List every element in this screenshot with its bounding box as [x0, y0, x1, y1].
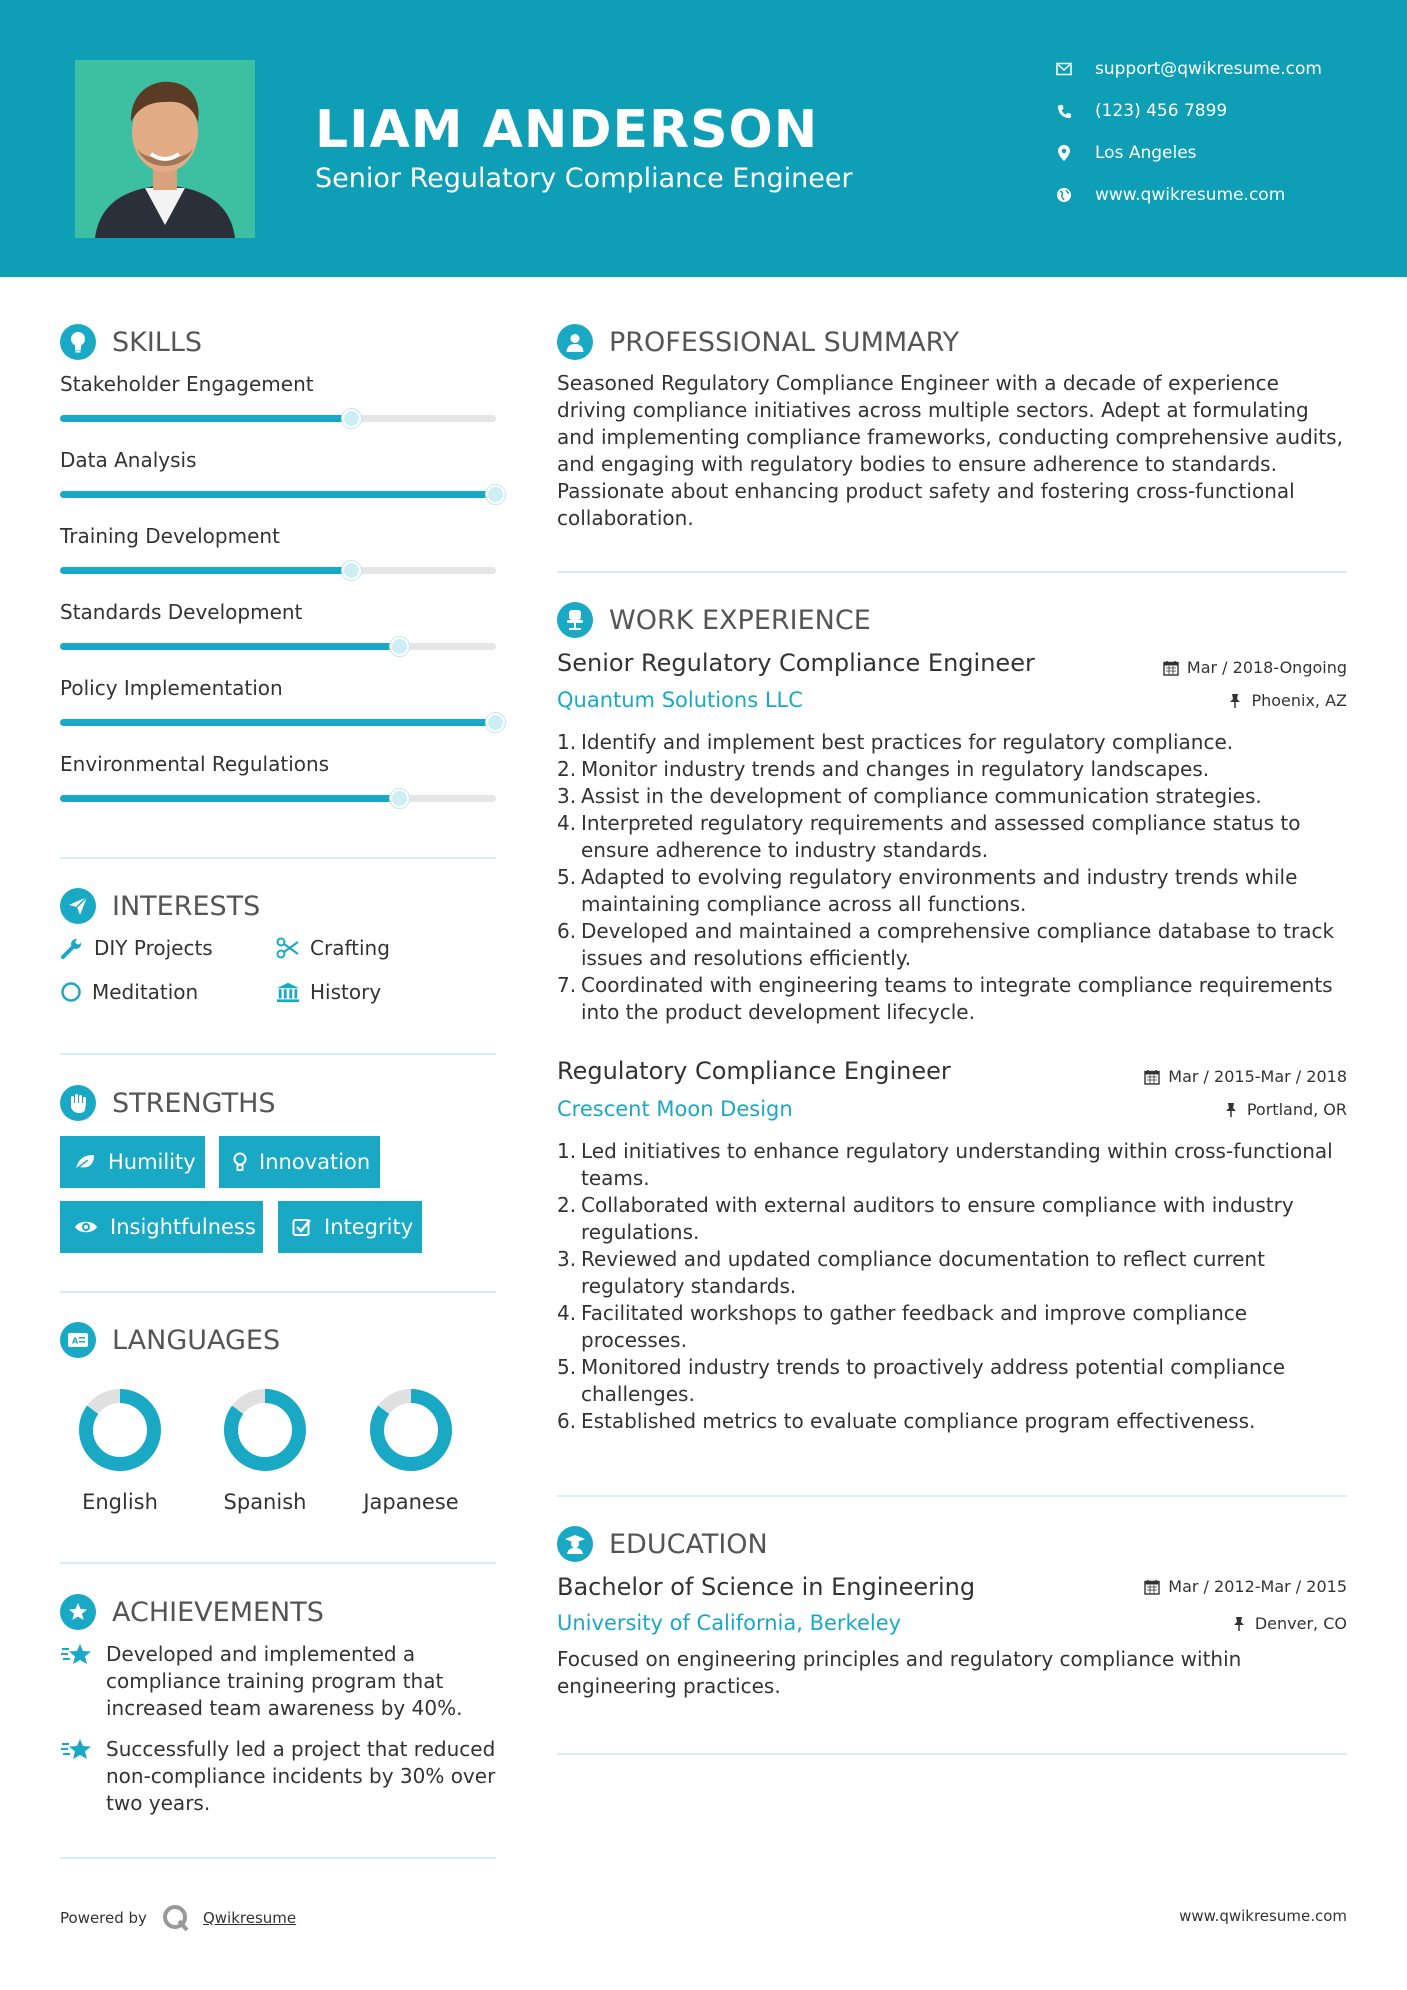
achievements-title: ACHIEVEMENTS: [112, 1596, 324, 1628]
responsibility-text: Monitor industry trends and changes in regulatory landscapes.: [581, 757, 1210, 781]
job-title: Regulatory Compliance Engineer: [557, 1057, 951, 1085]
responsibility-text: Reviewed and updated compliance documentation to reflect current regulatory standards.: [581, 1247, 1265, 1298]
job-title: Senior Regulatory Compliance Engineer: [557, 649, 1035, 677]
job-responsibilities: [557, 1138, 1347, 1435]
list-number: 3.: [557, 784, 577, 808]
profile-photo: [75, 60, 255, 238]
skill-bar-fill: [60, 719, 496, 726]
contact-website-text: www.qwikresume.com: [1095, 185, 1286, 205]
contact-email-text: support@qwikresume.com: [1095, 59, 1322, 79]
qwikresume-logo-icon: [161, 1903, 191, 1933]
list-number: 7.: [557, 973, 577, 997]
section-divider: [557, 1495, 1347, 1497]
skill-bar: [60, 415, 496, 422]
circle-icon: [60, 980, 82, 1004]
section-divider: [557, 571, 1347, 573]
list-number: 1.: [557, 1139, 577, 1163]
responsibility-text: Adapted to evolving regulatory environments and industry trends while maintaining compliance across all functions.: [581, 865, 1298, 916]
header-banner: [0, 0, 1407, 277]
check-square-icon: [292, 1215, 312, 1239]
lightbulb-icon: [233, 1150, 247, 1174]
responsibility-text: Monitored industry trends to proactively address potential compliance challenges.: [581, 1355, 1286, 1406]
powered-by: [60, 1903, 296, 1933]
responsibility-text: Established metrics to evaluate compliance program effectiveness.: [581, 1409, 1256, 1433]
contact-phone-text: (123) 456 7899: [1095, 101, 1228, 121]
section-divider: [557, 1753, 1347, 1755]
star-badge-icon: [60, 1594, 96, 1630]
paper-plane-icon: [60, 888, 96, 924]
responsibility-item: [557, 1246, 1347, 1300]
languages-heading: [60, 1322, 280, 1358]
list-number: 2.: [557, 1193, 577, 1217]
responsibility-text: Interpreted regulatory requirements and assessed compliance status to ensure adherence to industry standards.: [581, 811, 1301, 862]
strength-label: Insightfulness: [110, 1215, 256, 1239]
responsibility-item: [557, 1192, 1347, 1246]
interest-item: [60, 936, 213, 960]
skill-bar: [60, 491, 496, 498]
skill-bar-knob: [390, 789, 409, 808]
languages-title: LANGUAGES: [112, 1324, 281, 1356]
strength-tag: [278, 1201, 422, 1253]
responsibility-item: [557, 729, 1347, 756]
section-divider: [60, 1053, 496, 1055]
responsibility-text: Led initiatives to enhance regulatory understanding within cross-functional teams.: [581, 1139, 1333, 1190]
contact-email[interactable]: [1055, 59, 1322, 79]
skills-title: SKILLS: [112, 326, 203, 358]
language-ring: [75, 1385, 165, 1475]
list-number: 6.: [557, 919, 577, 943]
graduate-icon: [557, 1526, 593, 1562]
list-number: 6.: [557, 1409, 577, 1433]
skill-label: Data Analysis: [60, 448, 197, 472]
education-location: [1231, 1614, 1347, 1633]
responsibility-text: Developed and maintained a comprehensive compliance database to track issues and resolutions efficiently.: [581, 919, 1335, 970]
skill-bar: [60, 795, 496, 802]
responsibility-item: [557, 1408, 1347, 1435]
list-number: 5.: [557, 865, 577, 889]
responsibility-item: [557, 972, 1347, 1026]
skill-label: Policy Implementation: [60, 676, 283, 700]
responsibility-text: Assist in the development of compliance communication strategies.: [581, 784, 1262, 808]
skill-bar-fill: [60, 491, 496, 498]
experience-title: WORK EXPERIENCE: [609, 604, 871, 636]
star-icon: [60, 1641, 94, 1722]
language-name: Japanese: [363, 1490, 459, 1514]
responsibility-item: [557, 810, 1347, 864]
responsibility-text: Identify and implement best practices for regulatory compliance.: [581, 730, 1234, 754]
responsibility-item: [557, 1354, 1347, 1408]
contact-website[interactable]: [1055, 185, 1285, 205]
skill-bar-knob: [390, 637, 409, 656]
candidate-title: Senior Regulatory Compliance Engineer: [315, 163, 853, 194]
responsibility-item: [557, 864, 1347, 918]
language-icon: [60, 1322, 96, 1358]
thumbtack-icon: [1223, 1102, 1239, 1118]
candidate-name: LIAM ANDERSON: [315, 100, 819, 160]
job-location: [1223, 1100, 1347, 1119]
skill-label: Environmental Regulations: [60, 752, 330, 776]
strength-label: Innovation: [259, 1150, 371, 1174]
skill-bar-fill: [60, 643, 400, 650]
calendar-icon: [1144, 1579, 1160, 1595]
strengths-title: STRENGTHS: [112, 1087, 276, 1119]
section-divider: [60, 1291, 496, 1293]
responsibility-item: [557, 756, 1347, 783]
list-number: 1.: [557, 730, 577, 754]
skill-label: Training Development: [60, 524, 280, 548]
skill-bar-knob: [486, 485, 505, 504]
education-dates-text: Mar / 2012-Mar / 2015: [1168, 1577, 1347, 1596]
skills-heading: [60, 324, 202, 360]
job-responsibilities: [557, 729, 1347, 1026]
list-number: 4.: [557, 811, 577, 835]
summary-text: Seasoned Regulatory Compliance Engineer with a decade of experience driving compliance initiatives across multiple sectors. Adept at formulating and implementing compliance frameworks, conducting comprehensive audits, and engaging with regulatory bodies to ensure adherence to standards. Passionate about enhancing product safety and fostering cross-functional collaboration.: [557, 371, 1343, 530]
interest-item: [276, 936, 390, 960]
job-dates: [1163, 658, 1347, 677]
powered-by-text: Powered by: [60, 1909, 147, 1927]
skill-bar: [60, 643, 496, 650]
language-ring: [220, 1385, 310, 1475]
responsibility-item: [557, 1300, 1347, 1354]
responsibility-item: [557, 1138, 1347, 1192]
star-icon: [60, 1736, 94, 1817]
strength-tag: [60, 1136, 205, 1188]
job-dates: [1144, 1067, 1347, 1086]
skill-bar-fill: [60, 415, 352, 422]
strengths-heading: [60, 1085, 276, 1121]
thumbtack-icon: [1231, 1616, 1247, 1632]
list-number: 4.: [557, 1301, 577, 1325]
strength-tag: [60, 1201, 263, 1253]
hand-icon: [60, 1085, 96, 1121]
summary-heading: [557, 324, 959, 360]
section-divider: [60, 857, 496, 859]
education-title: EDUCATION: [609, 1528, 768, 1560]
svg-text:A: A: [72, 1336, 79, 1346]
responsibility-text: Coordinated with engineering teams to integrate compliance requirements into the product development lifecycle.: [581, 973, 1333, 1024]
eye-icon: [74, 1215, 98, 1239]
language-name: Spanish: [223, 1490, 307, 1514]
calendar-icon: [1144, 1069, 1160, 1085]
interest-label: History: [310, 980, 382, 1004]
globe-icon: [1055, 186, 1073, 204]
job-dates-text: Mar / 2015-Mar / 2018: [1168, 1067, 1347, 1086]
job-location: [1227, 691, 1347, 710]
list-number: 2.: [557, 757, 577, 781]
strength-label: Integrity: [324, 1215, 414, 1239]
phone-icon: [1055, 102, 1073, 120]
education-heading: [557, 1526, 768, 1562]
skill-bar: [60, 567, 496, 574]
interests-title: INTERESTS: [112, 890, 261, 922]
responsibility-item: [557, 783, 1347, 810]
achievement-item: [60, 1641, 500, 1722]
interest-label: DIY Projects: [94, 936, 213, 960]
section-divider: [60, 1562, 496, 1564]
strength-label: Humility: [108, 1150, 196, 1174]
footer-url[interactable]: www.qwikresume.com: [1179, 1907, 1347, 1925]
education-location-text: Denver, CO: [1254, 1614, 1347, 1633]
skill-bar-fill: [60, 567, 352, 574]
skill-label: Stakeholder Engagement: [60, 372, 314, 396]
language-name: English: [82, 1490, 158, 1514]
list-number: 3.: [557, 1247, 577, 1271]
interest-item: [276, 980, 381, 1004]
achievement-text: Developed and implemented a compliance training program that increased team awareness by 40%.: [106, 1642, 463, 1720]
interest-label: Meditation: [92, 980, 199, 1004]
job-location-text: Portland, OR: [1246, 1100, 1347, 1119]
thumbtack-icon: [1227, 693, 1243, 709]
qwikresume-link[interactable]: Qwikresume: [202, 1909, 297, 1927]
user-icon: [557, 324, 593, 360]
interests-heading: [60, 888, 260, 924]
responsibility-text: Facilitated workshops to gather feedback and improve compliance processes.: [581, 1301, 1248, 1352]
skill-bar-fill: [60, 795, 400, 802]
museum-icon: [276, 980, 300, 1004]
section-divider: [60, 1857, 496, 1859]
skill-bar-knob: [342, 409, 361, 428]
job-location-text: Phoenix, AZ: [1251, 691, 1347, 710]
list-number: 5.: [557, 1355, 577, 1379]
degree-title: Bachelor of Science in Engineering: [557, 1573, 976, 1601]
envelope-icon: [1055, 60, 1073, 78]
education-dates: [1144, 1577, 1347, 1596]
experience-heading: [557, 602, 871, 638]
leaf-icon: [74, 1150, 96, 1174]
skill-label: Standards Development: [60, 600, 303, 624]
wrench-icon: [60, 936, 84, 960]
skill-bar-knob: [486, 713, 505, 732]
company-name: Quantum Solutions LLC: [557, 688, 803, 712]
education-description: Focused on engineering principles and regulatory compliance within engineering practices.: [557, 1647, 1242, 1698]
achievements-heading: [60, 1594, 324, 1630]
language-ring: [366, 1385, 456, 1475]
contact-location-text: Los Angeles: [1095, 143, 1197, 163]
calendar-icon: [1163, 660, 1179, 676]
skill-bar: [60, 719, 496, 726]
responsibility-item: [557, 918, 1347, 972]
contact-location: [1055, 143, 1197, 163]
map-pin-icon: [1055, 144, 1073, 162]
skill-bar-knob: [342, 561, 361, 580]
strength-tag: [219, 1136, 380, 1188]
interest-label: Crafting: [310, 936, 390, 960]
chair-icon: [557, 602, 593, 638]
achievement-text: Successfully led a project that reduced non-compliance incidents by 30% over two years.: [106, 1737, 496, 1815]
responsibility-text: Collaborated with external auditors to ensure compliance with industry regulations.: [581, 1193, 1294, 1244]
achievement-item: [60, 1736, 500, 1817]
lightbulb-icon: [60, 324, 96, 360]
school-name: University of California, Berkeley: [557, 1611, 902, 1635]
interest-item: [60, 980, 198, 1004]
scissors-icon: [276, 936, 300, 960]
contact-phone[interactable]: [1055, 101, 1227, 121]
job-dates-text: Mar / 2018-Ongoing: [1186, 658, 1347, 677]
summary-title: PROFESSIONAL SUMMARY: [609, 326, 960, 358]
company-name: Crescent Moon Design: [557, 1097, 793, 1121]
